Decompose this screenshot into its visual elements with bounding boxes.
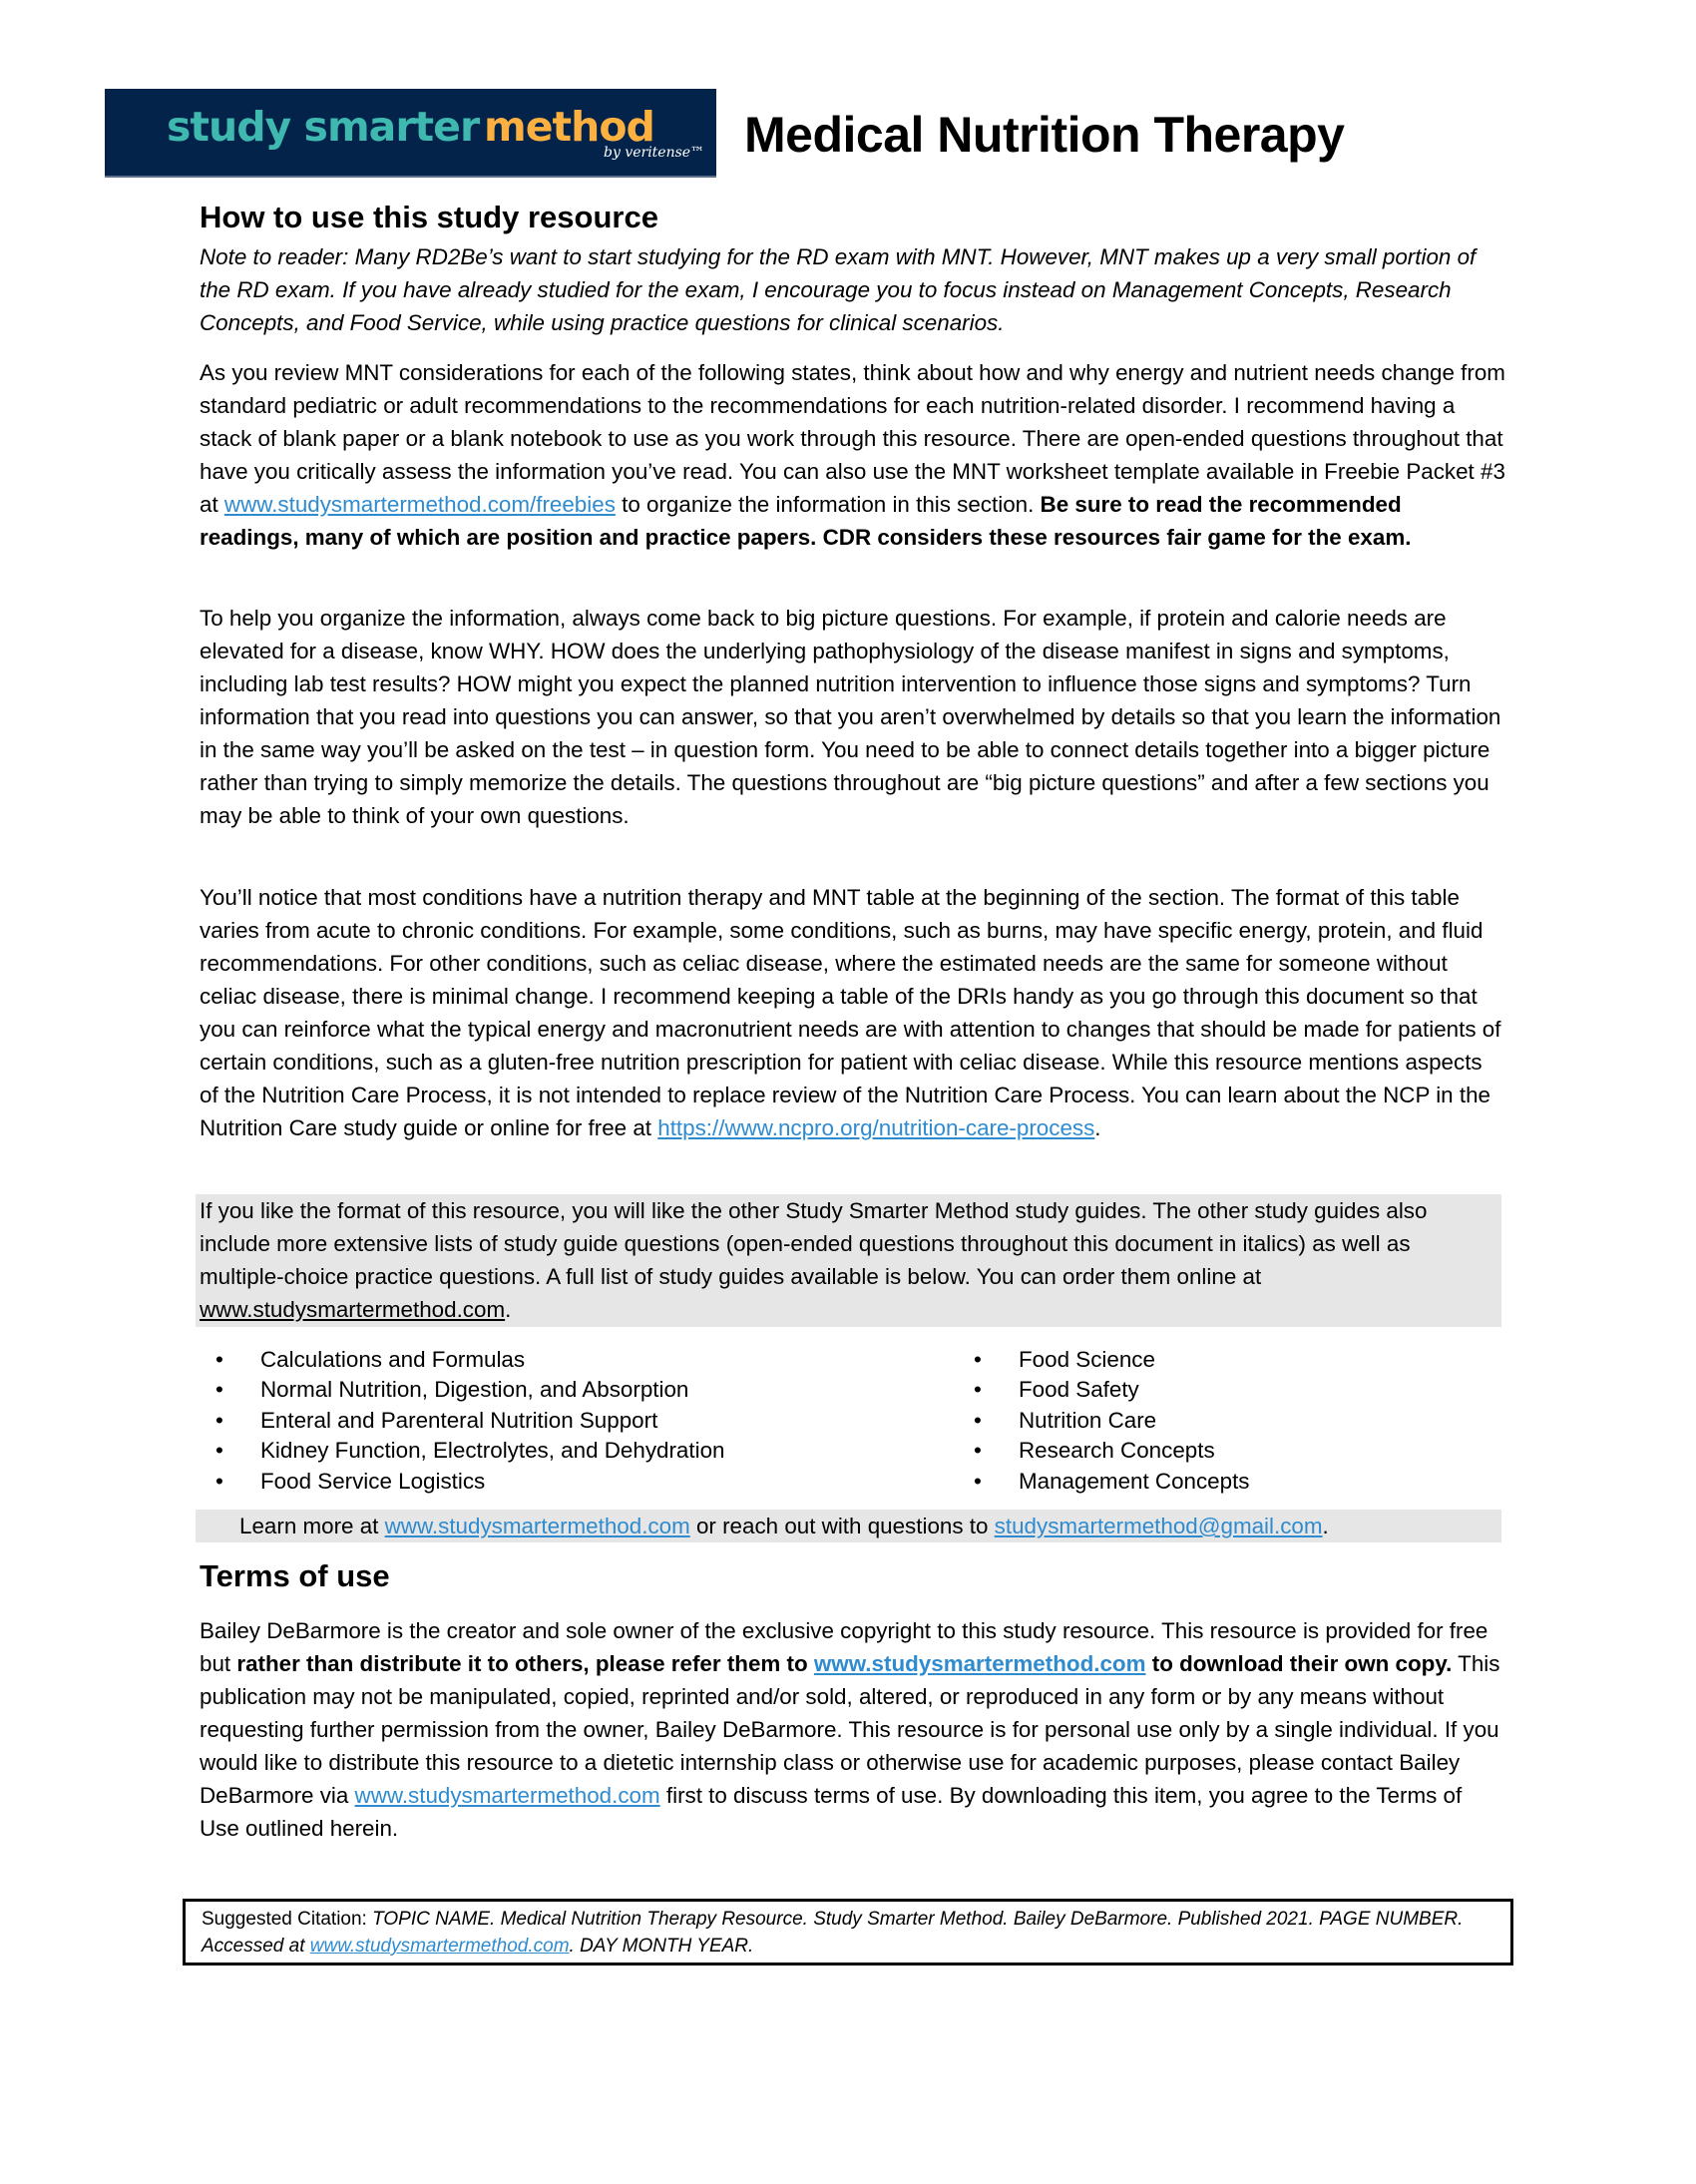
list-item (215, 1467, 724, 1497)
website-link[interactable]: www.studysmartermethod.com (384, 1514, 690, 1538)
list-item-label: Enteral and Parenteral Nutrition Support (260, 1407, 658, 1433)
list-item-label: Normal Nutrition, Digestion, and Absorption (260, 1377, 689, 1403)
list-item (215, 1436, 724, 1466)
logo-byline: by veritense™ (604, 145, 705, 161)
citation-end: . DAY MONTH YEAR. (569, 1936, 754, 1957)
note-to-reader: Note to reader: Many RD2Be’s want to start studying for the RD exam with MNT. However, MNT makes up a very small portion of the RD exam. If you have already studied for the exam, I encourage you to focus instead on Management Concepts, Research Concepts, and Food Service, while using practice questions for clinical scenarios. (200, 244, 1477, 335)
list-item (974, 1345, 1250, 1375)
bullet-icon: • (215, 1347, 223, 1372)
list-item (974, 1467, 1250, 1497)
paragraph-big-picture: To help you organize the information, always come back to big picture questions. For example, if protein and calorie needs are elevated for a disease, know WHY. HOW does the underlying pathophysiology of the disease manifest in signs and symptoms, including lab test results? HOW might you expect the planned nutrition intervention to influence those signs and symptoms? Turn information that you read into questions you can answer, so that you aren’t overwhelmed by details so that you learn the information in the same way you’ll be asked on the test – in question form. You need to be able to connect details together into a bigger picture rather than trying to simply memorize the details. The questions throughout are “big picture questions” and after a few sections you may be able to think of your own questions. (200, 606, 1501, 828)
list-item (215, 1345, 724, 1375)
bullet-icon: • (974, 1468, 982, 1494)
freebies-link[interactable]: www.studysmartermethod.com/freebies (223, 492, 616, 517)
list-item-label: Food Service Logistics (260, 1468, 486, 1494)
terms-paragraph (200, 1614, 1506, 1845)
citation-label: Suggested Citation: (202, 1909, 373, 1930)
list-item-label: Food Science (1019, 1347, 1155, 1372)
promo-text (200, 1194, 1496, 1326)
list-item-label: Food Safety (1019, 1377, 1139, 1403)
paragraph-mnt-table (200, 881, 1506, 1144)
bullet-icon: • (974, 1377, 982, 1403)
list-item (974, 1375, 1250, 1405)
bullet-icon: • (215, 1468, 223, 1494)
list-item (974, 1436, 1250, 1466)
logo-word-study-smarter: study smarter (167, 103, 480, 151)
bold-text: rather than distribute it to others, please refer them to (236, 1651, 814, 1676)
text: As you review MNT considerations for each of the following states, think about how and why energy and nutrient needs change from standard pediatric or adult recommendations to the recommendations for each nutrition-related disorder. I recommend having a stack of blank paper or a blank notebook to use as you work through this resource. There are open-ended questions throughout that have you critically assess the information you’ve read. You can also use the MNT worksheet template available in Freebie Packet #3 at (200, 360, 1505, 517)
bold-text: to download their own copy. (1145, 1651, 1453, 1676)
learn-more-bar (196, 1510, 1501, 1542)
text: . (1322, 1514, 1329, 1538)
order-link[interactable]: www.studysmartermethod.com (200, 1297, 506, 1322)
bullet-icon: • (974, 1438, 982, 1464)
suggested-citation-box (183, 1899, 1513, 1966)
citation-link[interactable]: www.studysmartermethod.com (309, 1936, 570, 1957)
website-link[interactable]: www.studysmartermethod.com (354, 1783, 660, 1808)
bullet-icon: • (215, 1377, 223, 1403)
citation-text: TOPIC NAME. Medical Nutrition Therapy Resource. Study Smarter Method. Bailey DeBarmore. Published 2021. PAGE NUMBER. Accessed at (202, 1909, 1464, 1957)
promo-box (196, 1194, 1501, 1327)
brand-logo (105, 89, 716, 178)
bullet-icon: • (974, 1407, 982, 1433)
paragraph-review-mnt (200, 356, 1506, 554)
text: first to discuss terms of use. By downloading this item, you agree to the Terms of Use outlined herein. (200, 1783, 1463, 1841)
text: Learn more at (239, 1514, 385, 1538)
section-heading-terms: Terms of use (200, 1558, 390, 1593)
list-item-label: Research Concepts (1019, 1438, 1215, 1464)
list-item-label: Calculations and Formulas (260, 1347, 526, 1372)
text: If you like the format of this resource, you will like the other Study Smarter Method study guides. The other study guides also include more extensive lists of study guide questions (open-ended questions throughout this document in italics) as well as multiple-choice practice questions. A full list of study guides available is below. You can order them online at (200, 1198, 1428, 1289)
list-item-label: Kidney Function, Electrolytes, and Dehydration (260, 1438, 725, 1464)
study-guides-list-left (215, 1345, 724, 1497)
text: or reach out with questions to (689, 1514, 995, 1538)
text: This publication may not be manipulated, copied, reprinted and/or sold, altered, or reproduced in any form or by any means without requesting further permission from the owner, Bailey DeBarmore. This resource is for personal use only by a single individual. If you would like to distribute this resource to a dietetic internship class or otherwise use for academic purposes, please contact Bailey DeBarmore via (200, 1651, 1500, 1808)
email-link[interactable]: studysmartermethod@gmail.com (994, 1514, 1323, 1538)
list-item (215, 1375, 724, 1405)
list-item-label: Nutrition Care (1019, 1407, 1157, 1433)
list-item (215, 1406, 724, 1436)
logo-word-method: method (484, 103, 654, 151)
ncp-link[interactable]: https://www.ncpro.org/nutrition-care-process (657, 1115, 1095, 1140)
bullet-icon: • (215, 1407, 223, 1433)
bullet-icon: • (215, 1438, 223, 1464)
bold-text: Be sure to read the recommended readings, many of which are position and practice papers. CDR considers these resources fair game for the exam. (200, 492, 1412, 550)
text: . (1094, 1115, 1101, 1140)
text: . (505, 1297, 512, 1322)
text: Bailey DeBarmore is the creator and sole owner of the exclusive copyright to this study resource. This resource is provided for free but (200, 1618, 1488, 1676)
text: You’ll notice that most conditions have a nutrition therapy and MNT table at the beginning of the section. The format of this table varies from acute to chronic conditions. For example, some conditions, such as burns, may have specific energy, protein, and fluid recommendations. For other conditions, such as celiac disease, where the estimated needs are the same for someone without celiac disease, there is minimal change. I recommend keeping a table of the DRIs handy as you go through this document so that you can reinforce what the typical energy and macronutrient needs are with attention to changes that should be made for patients of certain conditions, such as a gluten-free nutrition prescription for patient with celiac disease. While this resource mentions aspects of the Nutrition Care Process, it is not intended to replace review of the Nutrition Care Process. You can learn about the NCP in the Nutrition Care study guide or online for free at (200, 885, 1501, 1140)
section-heading-how-to-use: How to use this study resource (200, 200, 658, 234)
list-item (974, 1406, 1250, 1436)
text: to organize the information in this section. (615, 492, 1041, 517)
bullet-icon: • (974, 1347, 982, 1372)
list-item-label: Management Concepts (1019, 1468, 1250, 1494)
study-guides-list-right (974, 1345, 1250, 1497)
website-link[interactable]: www.studysmartermethod.com (813, 1651, 1146, 1676)
document-title: Medical Nutrition Therapy (744, 107, 1345, 163)
